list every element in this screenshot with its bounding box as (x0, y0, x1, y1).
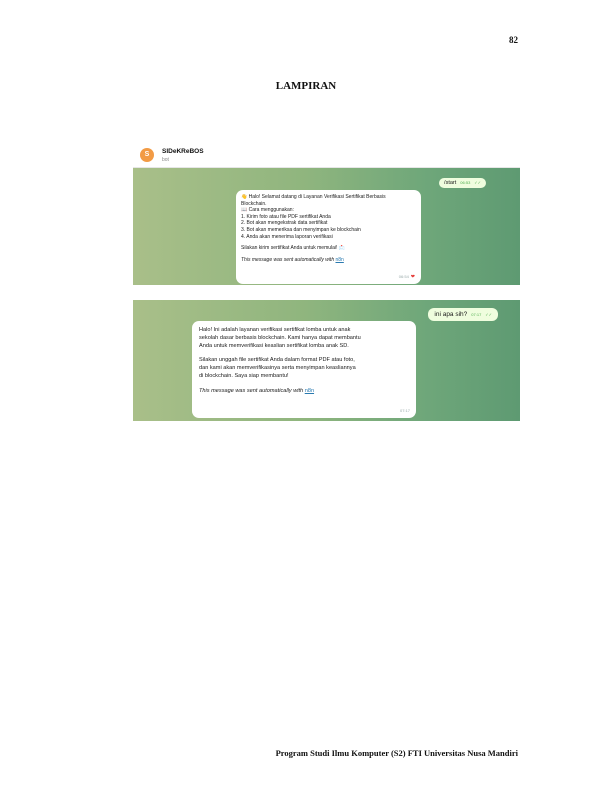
user-message-bubble[interactable] (439, 178, 486, 188)
heart-reaction-icon[interactable]: ❤ (410, 274, 415, 281)
bot-message-time: 07:17 (399, 407, 410, 413)
bot-line: 📖 Cara menggunakan: (241, 207, 294, 214)
chat-header (133, 143, 520, 168)
bot-cta: Silakan kirim sertifikat Anda untuk memulai! 📩 (241, 245, 346, 252)
telegram-screenshot-start (133, 143, 520, 285)
user-message-time: 07:17 (471, 312, 482, 317)
user-message-text: ini apa sih? (434, 311, 468, 318)
page-footer: Program Studi Ilmu Komputer (S2) FTI Universitas Nusa Mandiri (275, 748, 518, 758)
n8n-link[interactable]: n8n (304, 387, 315, 394)
bot-line: Halo! Ini adalah layanan verifikasi sertifikat lomba untuk anak (199, 327, 351, 333)
bot-status: bot (162, 157, 169, 163)
bot-name[interactable]: SIDeKReBOS (162, 148, 204, 155)
bot-line: Anda untuk memverifikasi keaslian sertifikat lomba anak SD. (199, 343, 349, 350)
bot-line: 1. Kirim foto atau file PDF sertifikat Anda (241, 213, 331, 220)
bot-footnote: This message was sent automatically with n8n (199, 387, 315, 394)
bot-footnote: This message was sent automatically with n8n (241, 256, 344, 263)
bot-message-bubble[interactable] (236, 190, 421, 284)
bot-line: Blockchain. (241, 200, 267, 207)
page-heading: LAMPIRAN (275, 80, 337, 92)
bot-line: Silakan unggah file sertifikat Anda dalam format PDF atau foto, (199, 357, 355, 364)
bot-line: di blockchain. Saya siap membantu! (199, 373, 289, 380)
user-message-time: 06:53 (460, 180, 471, 185)
bot-message-time: 06:54 ❤ (398, 274, 415, 281)
chat-background (133, 168, 520, 285)
bot-avatar[interactable]: S (140, 148, 154, 162)
chat-background (133, 300, 520, 421)
bot-message-bubble[interactable] (192, 321, 416, 418)
bot-line: 4. Anda akan menerima laporan verifikasi (241, 233, 333, 240)
bot-line: dan kami akan memverifikasinya serta menyimpan keasliannya (199, 365, 356, 372)
user-message-bubble[interactable] (428, 308, 498, 321)
bot-line: 3. Bot akan memeriksa dan menyimpan ke blockchain (241, 226, 361, 233)
page-number: 82 (509, 35, 518, 45)
bot-line: sekolah dasar berbasis blockchain. Kami hanya dapat membantu (199, 335, 361, 342)
n8n-link[interactable]: n8n (335, 256, 344, 263)
bot-line: 2. Bot akan mengekstrak data sertifikat (241, 220, 328, 227)
user-message-text: /start (444, 180, 457, 186)
double-check-icon: ✓✓ (485, 312, 492, 317)
telegram-screenshot-question (133, 300, 520, 421)
double-check-icon: ✓✓ (474, 180, 481, 185)
bot-line: 👋 Halo! Selamat datang di Layanan Verifikasi Sertifikat Berbasis (241, 194, 386, 200)
